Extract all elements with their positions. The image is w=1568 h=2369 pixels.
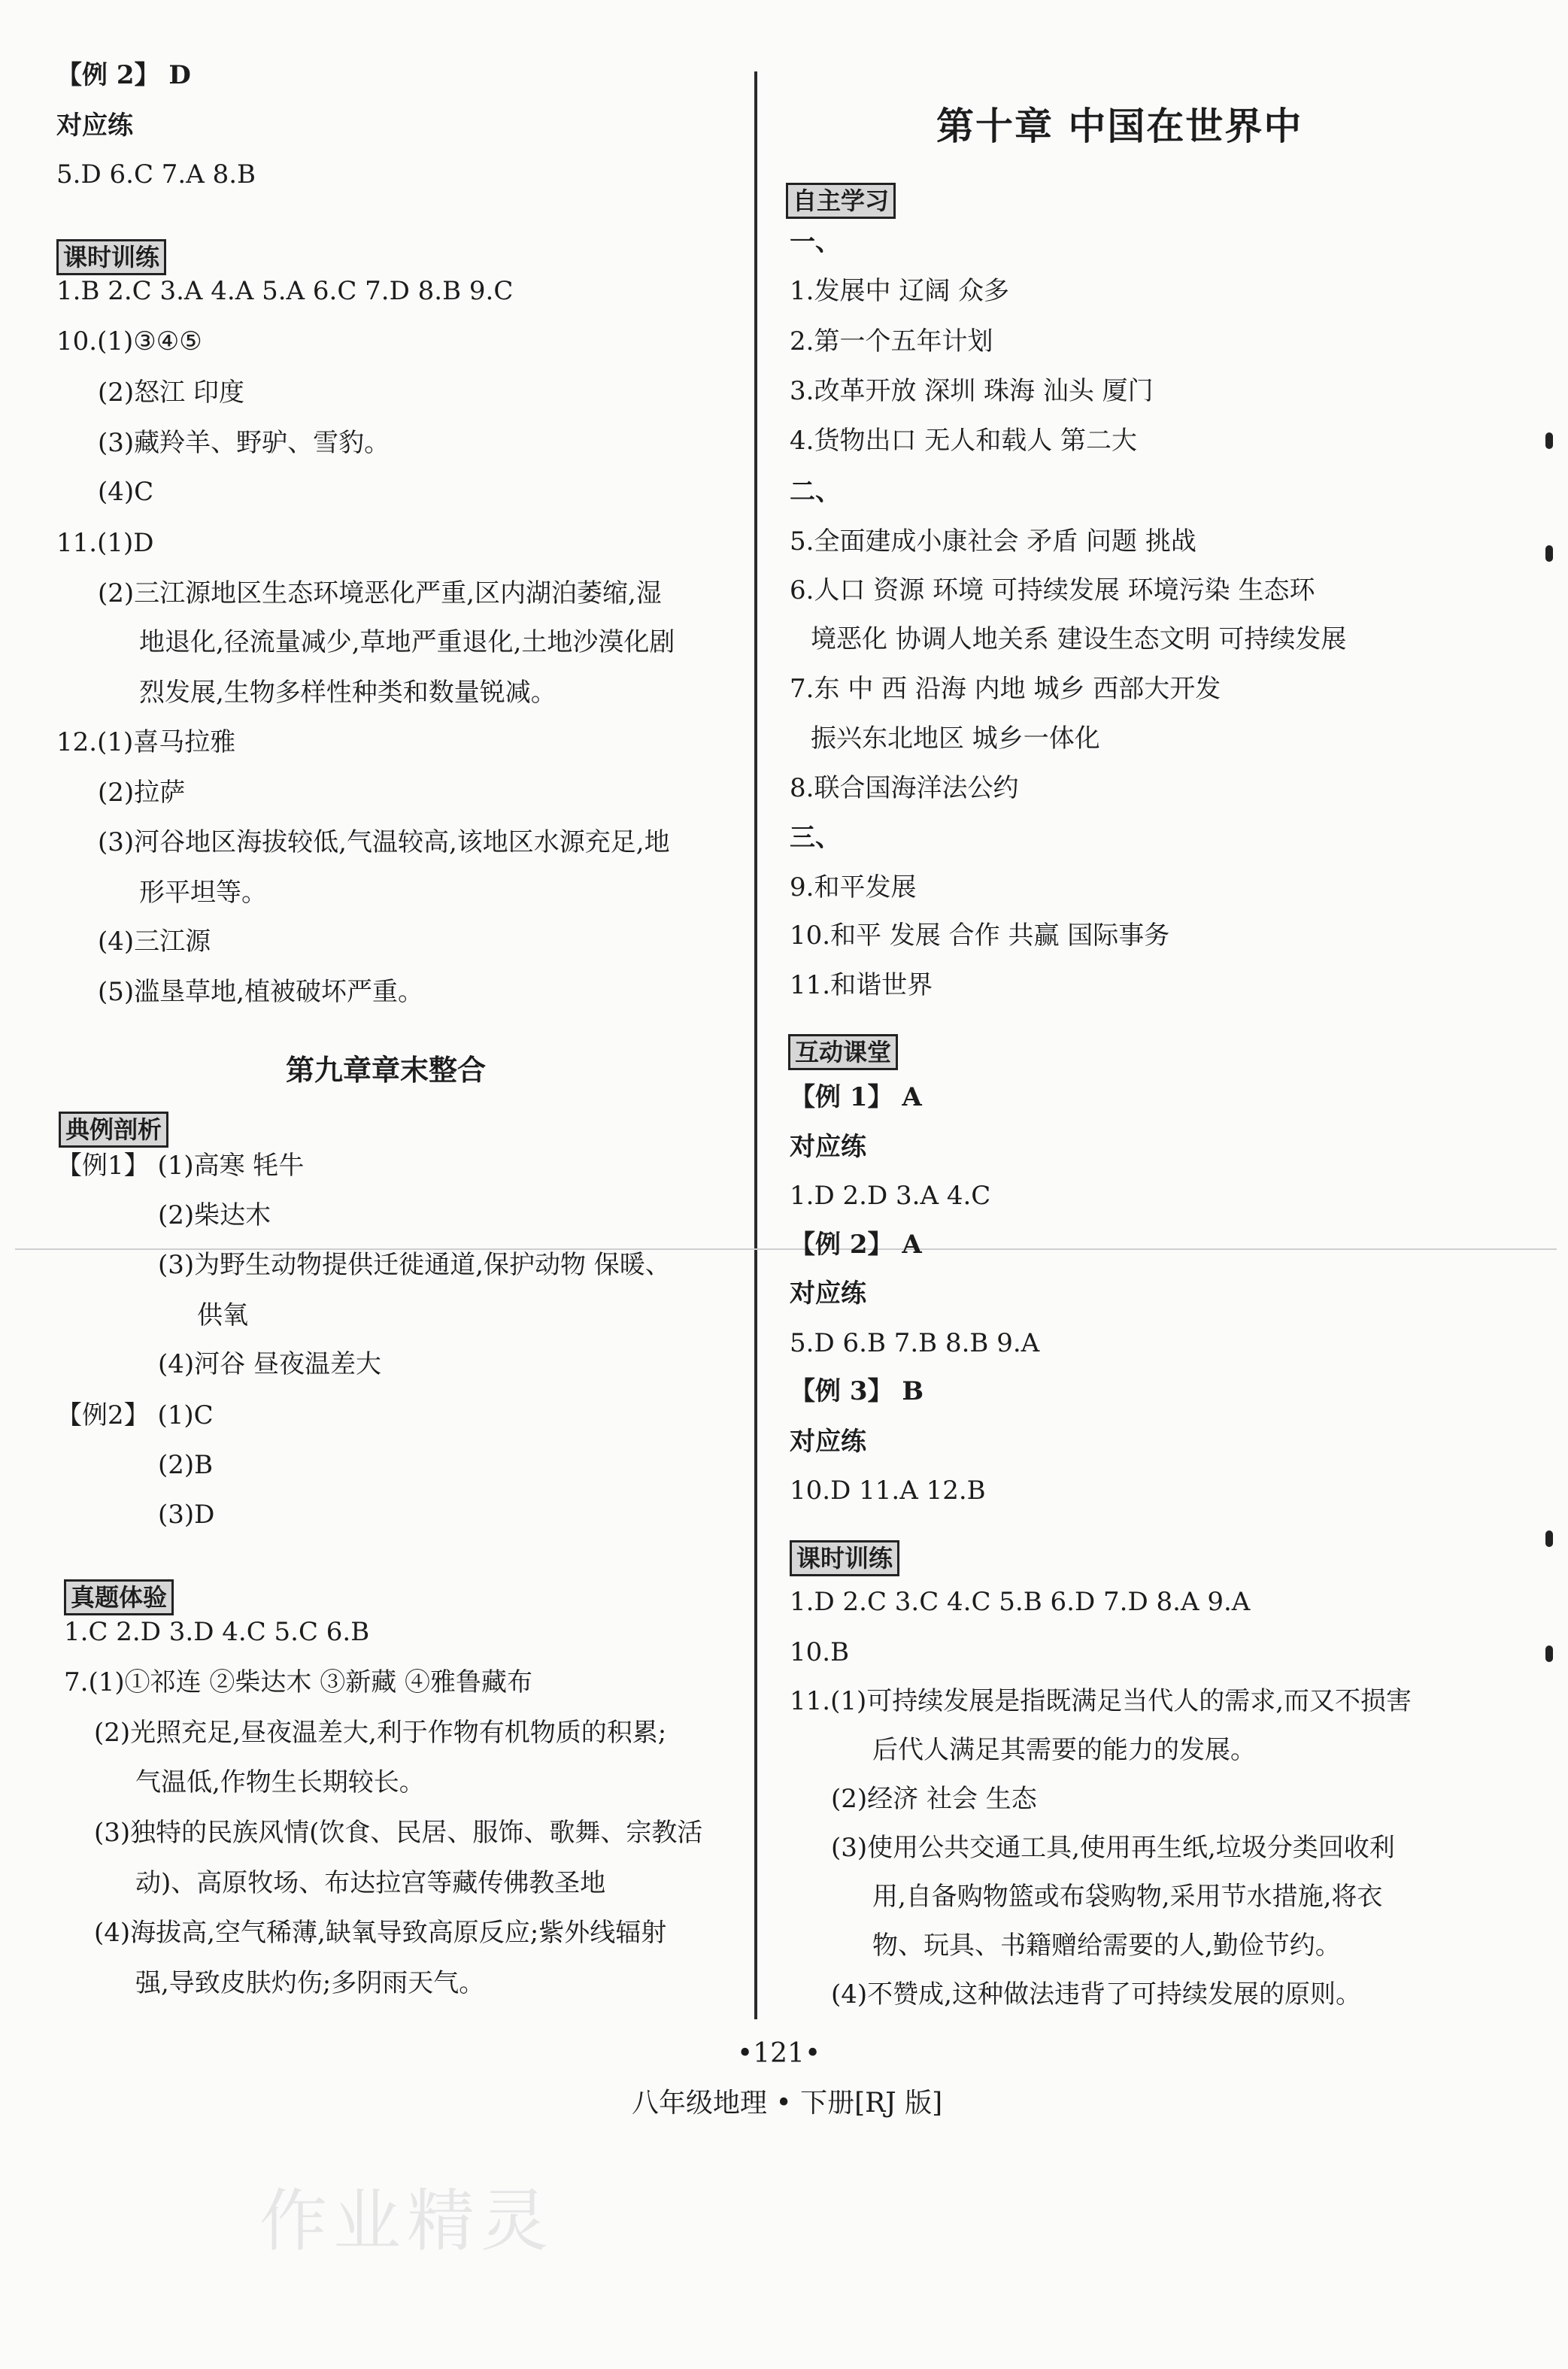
answer-line: 【例1】 (1)高寒 牦牛 [56,1151,305,1181]
answer-line: (2)柴达木 [158,1200,271,1230]
answer-line: 1.D 2.D 3.A 4.C [790,1181,991,1211]
answer-line: (2)光照充足,昼夜温差大,利于作物有机物质的积累; [94,1718,667,1748]
answer-line: (3)为野生动物提供迁徙通道,保护动物 保暖、 [158,1250,671,1280]
answer-line: 地退化,径流量减少,草地严重退化,土地沙漠化剧 [139,627,675,657]
answer-line: 6.人口 资源 环境 可持续发展 环境污染 生态环 [790,575,1315,605]
answer-line: 对应练 [790,1279,866,1309]
watermark-text: 作业精灵 [259,2182,554,2261]
answer-line: 5.D 6.C 7.A 8.B [56,159,256,190]
answer-line: (4)不赞成,这种做法违背了可持续发展的原则。 [831,1979,1361,2010]
answer-line: 1.发展中 辽阔 众多 [790,276,1010,306]
answer-line: 用,自备购物篮或布袋购物,采用节水措施,将衣 [872,1882,1383,1912]
answer-line: (2)经济 社会 生态 [831,1784,1037,1814]
answer-line: 2.第一个五年计划 [790,326,993,356]
answer-line: 对应练 [56,111,133,141]
answer-line: (3)藏羚羊、野驴、雪豹。 [98,428,390,458]
answer-line: 【例 2】 A [790,1230,922,1260]
answer-line: 强,导致皮肤灼伤;多阴雨天气。 [135,1968,485,1998]
answer-line: 10.D 11.A 12.B [790,1476,986,1506]
section-label-box: 课时训练 [56,239,166,275]
section-title: 第九章章末整合 [286,1053,487,1087]
answer-line: 10.和平 发展 合作 共赢 国际事务 [790,921,1170,951]
answer-line: 11.(1)可持续发展是指既满足当代人的需求,而又不损害 [790,1686,1412,1716]
answer-line: 三、 [790,823,841,853]
answer-line: 10.B [790,1637,850,1667]
chapter-title: 第十章 中国在世界中 [936,104,1303,148]
answer-line: (4)C [98,477,154,507]
column-divider [754,71,757,2019]
answer-line: (3)河谷地区海拔较低,气温较高,该地区水源充足,地 [98,827,670,857]
answer-line: 1.D 2.C 3.C 4.C 5.B 6.D 7.D 8.A 9.A [790,1587,1251,1617]
answer-line: 境恶化 协调人地关系 建设生态文明 可持续发展 [811,624,1347,654]
book-info: 八年级地理 • 下册[RJ 版] [632,2088,943,2119]
answer-line: 1.B 2.C 3.A 4.A 5.A 6.C 7.D 8.B 9.C [56,276,514,306]
answer-line: (3)独特的民族风情(饮食、民居、服饰、歌舞、宗教活 [94,1818,703,1848]
answer-line: (5)滥垦草地,植被破坏严重。 [98,977,423,1007]
answer-line: 物、玩具、书籍赠给需要的人,勤俭节约。 [872,1931,1341,1961]
answer-line: 二、 [790,477,841,507]
answer-line: (3)使用公共交通工具,使用再生纸,垃圾分类回收利 [831,1833,1395,1863]
answer-line: 气温低,作物生长期较长。 [135,1767,425,1797]
answer-line: 7.东 中 西 沿海 内地 城乡 西部大开发 [790,674,1221,704]
answer-line: 5.D 6.B 7.B 8.B 9.A [790,1328,1040,1358]
answer-line: (2)三江源地区生态环境恶化严重,区内湖泊萎缩,湿 [98,578,662,608]
answer-line: 7.(1)①祁连 ②柴达木 ③新藏 ④雅鲁藏布 [64,1667,533,1697]
answer-line: 9.和平发展 [790,872,917,902]
answer-line: (3)D [158,1500,215,1530]
answer-line: 8.联合国海洋法公约 [790,773,1019,803]
binding-mark [1545,545,1553,562]
answer-line: 形平坦等。 [139,878,267,908]
answer-line: (2)B [158,1450,214,1480]
answer-line: (4)海拔高,空气稀薄,缺氧导致高原反应;紫外线辐射 [94,1918,667,1948]
answer-line: 【例 2】 D [56,60,191,90]
answer-line: 3.改革开放 深圳 珠海 汕头 厦门 [790,376,1154,406]
answer-line: 烈发展,生物多样性种类和数量锐减。 [139,678,557,708]
section-label-box: 互动课堂 [788,1034,898,1070]
answer-line: 后代人满足其需要的能力的发展。 [872,1735,1256,1765]
answer-line: (4)河谷 昼夜温差大 [158,1349,381,1379]
answer-line: 5.全面建成小康社会 矛盾 问题 挑战 [790,526,1196,557]
answer-line: (2)怒江 印度 [98,378,244,408]
answer-line: 对应练 [790,1132,866,1162]
page-number: •121• [737,2038,821,2069]
section-label-box: 自主学习 [786,183,896,219]
answer-line: 11.(1)D [56,528,154,558]
binding-mark [1545,1646,1553,1662]
answer-line: 供氧 [197,1300,248,1330]
fold-line [15,1248,1557,1250]
answer-line: 【例 1】 A [790,1082,922,1112]
answer-line: (4)三江源 [98,927,211,957]
binding-mark [1545,432,1553,449]
answer-line: 一、 [790,227,841,257]
section-label-box: 典例剖析 [59,1112,168,1148]
answer-line: 动)、高原牧场、布达拉宫等藏传佛教圣地 [135,1868,606,1898]
answer-line: 【例2】 (1)C [56,1400,214,1430]
answer-line: 对应练 [790,1427,866,1457]
answer-line: 10.(1)③④⑤ [56,326,202,356]
answer-line: 11.和谐世界 [790,970,933,1000]
answer-line: (2)拉萨 [98,778,186,808]
section-label-box: 真题体验 [64,1579,174,1615]
answer-line: 4.货物出口 无人和载人 第二大 [790,426,1138,456]
answer-line: 振兴东北地区 城乡一体化 [811,723,1100,754]
answer-line: 【例 3】 B [790,1376,924,1406]
section-label-box: 课时训练 [790,1540,899,1576]
answer-line: 1.C 2.D 3.D 4.C 5.C 6.B [64,1617,370,1647]
answer-line: 12.(1)喜马拉雅 [56,727,236,757]
binding-mark [1545,1530,1553,1547]
